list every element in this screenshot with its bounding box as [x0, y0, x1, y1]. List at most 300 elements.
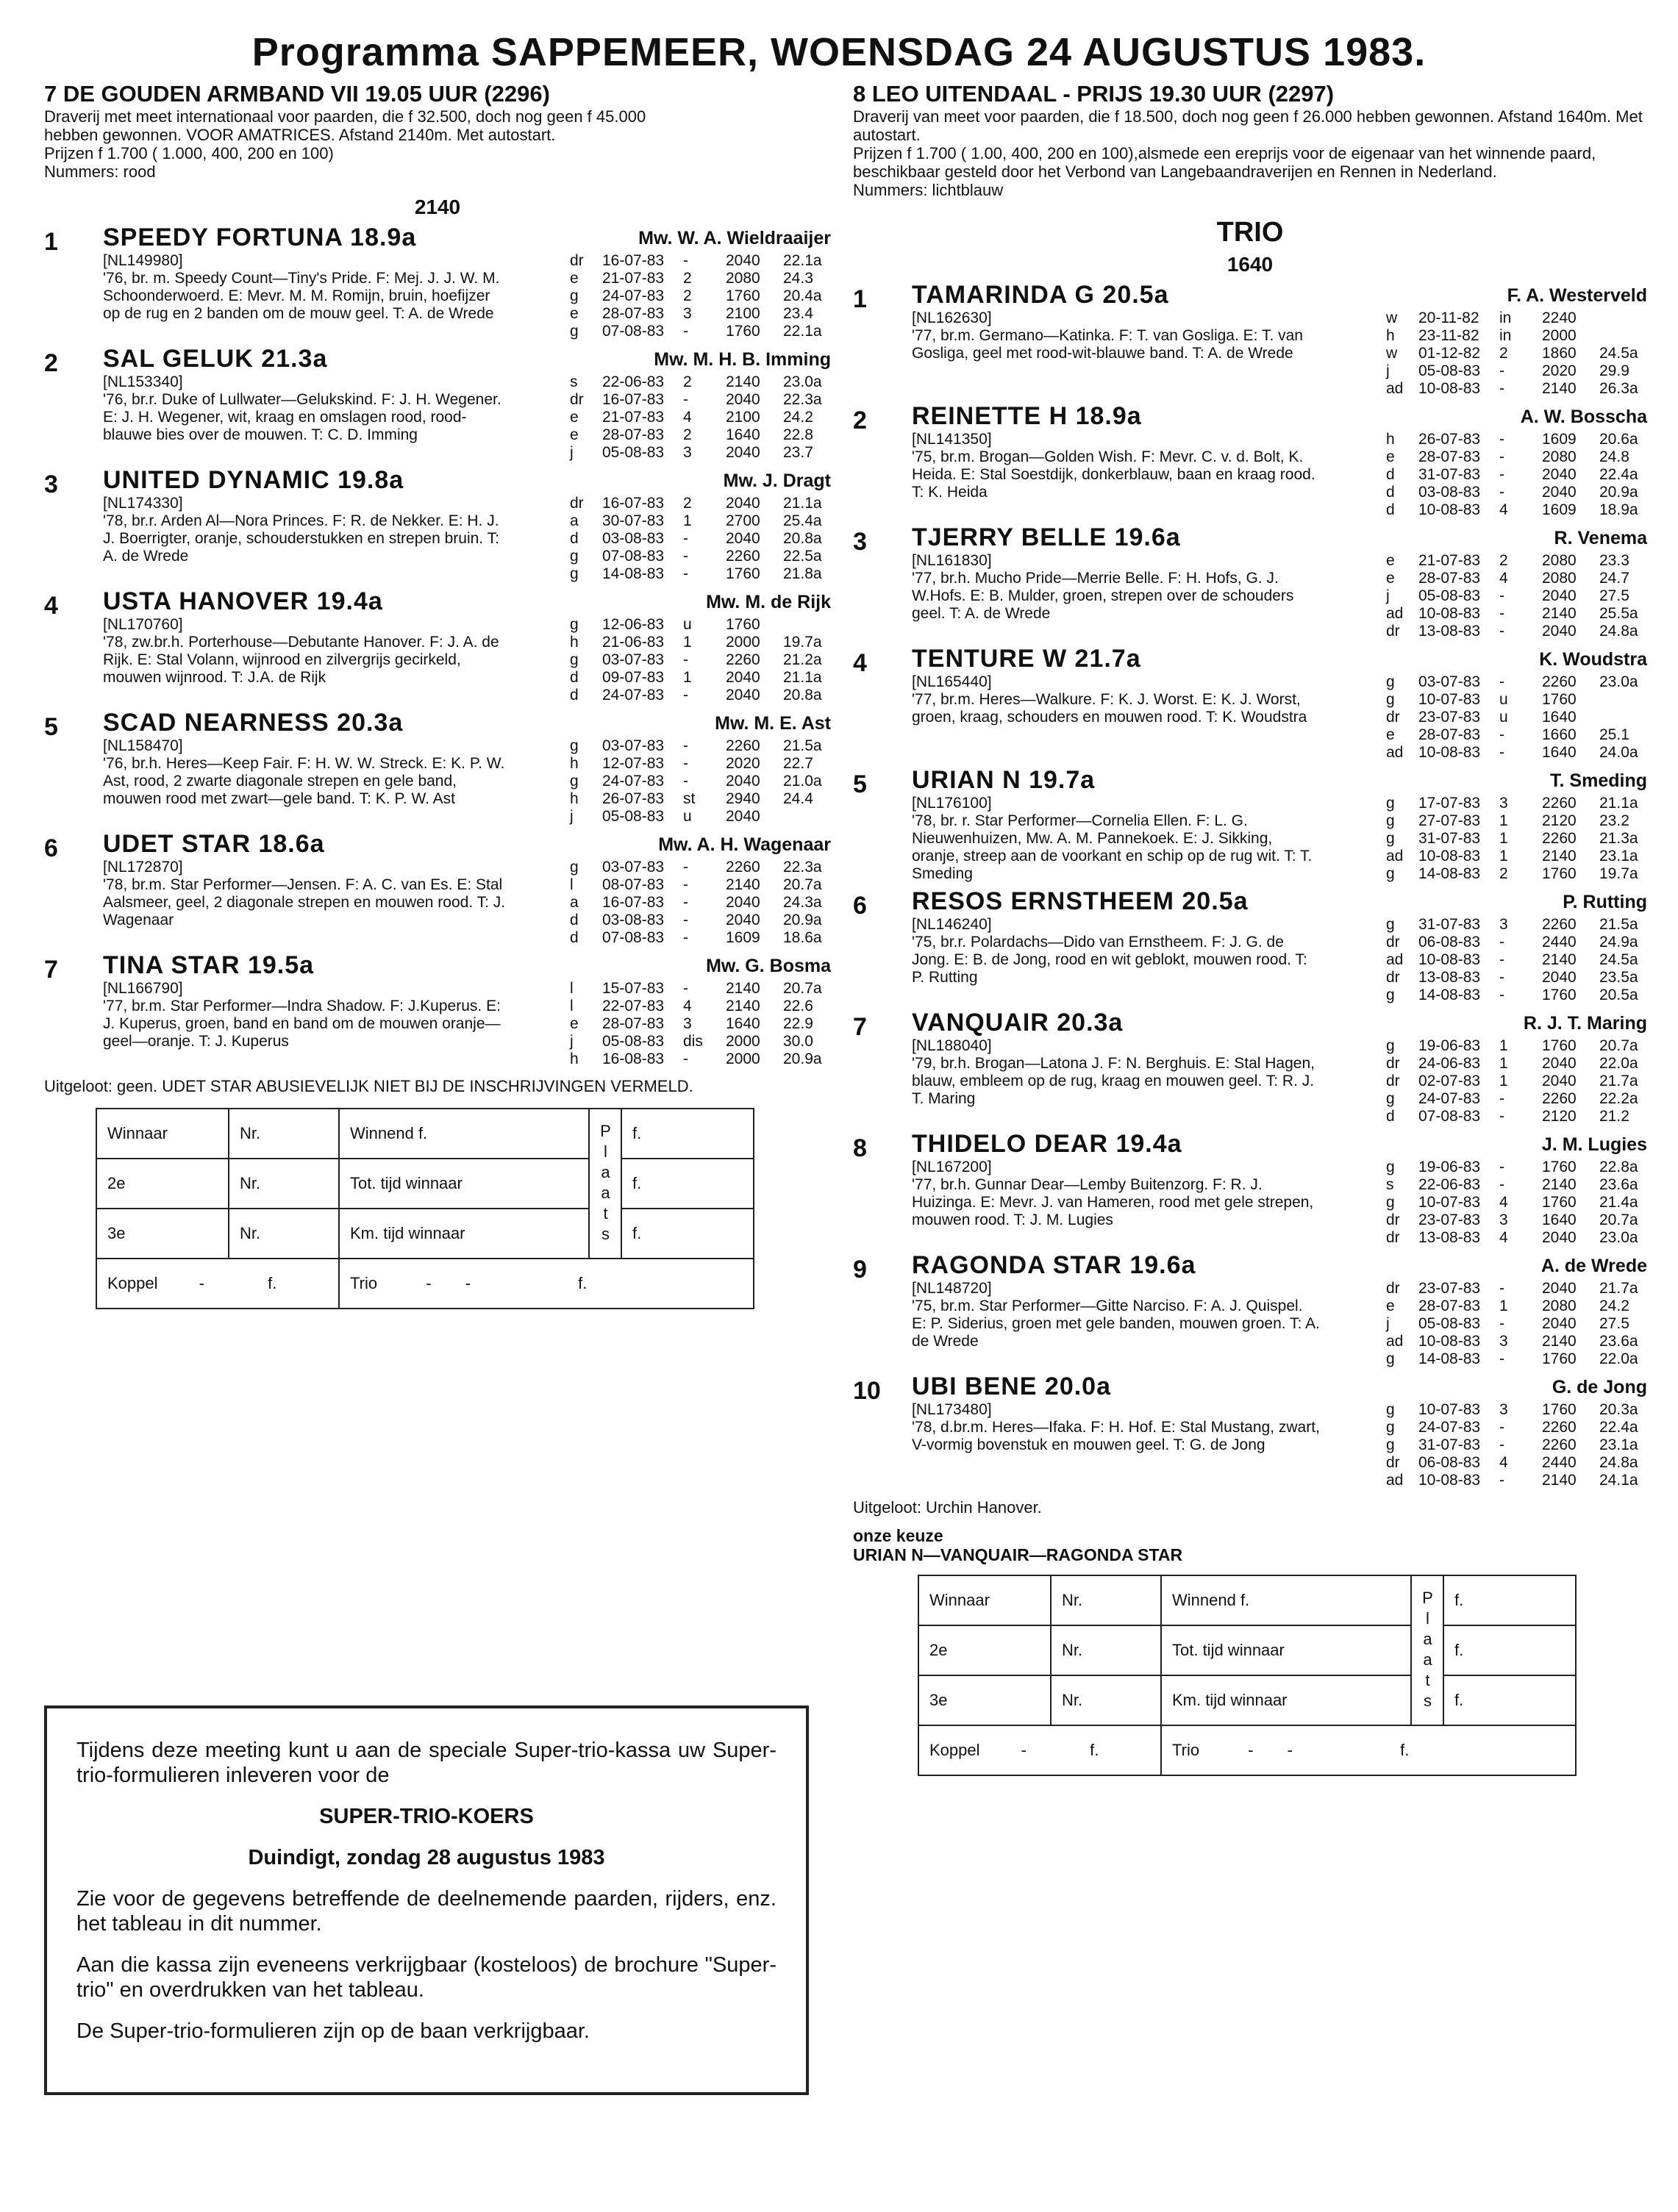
start-row	[570, 669, 831, 687]
horse-entry	[853, 402, 1647, 519]
start-row	[570, 270, 831, 287]
horse-body	[103, 495, 831, 583]
start-track: e	[1386, 570, 1395, 587]
horse-body	[103, 252, 831, 340]
start-row	[1386, 1333, 1647, 1350]
start-time: 23.1a	[1599, 1436, 1638, 1453]
start-time	[1599, 327, 1647, 345]
horse-code: [NL172870]	[103, 859, 183, 876]
horse-info	[912, 552, 1320, 640]
start-row	[1386, 1159, 1647, 1176]
start-track: g	[1386, 865, 1395, 882]
start-distance: 2020	[726, 755, 760, 772]
start-time: 23.2	[1599, 812, 1629, 829]
horse-name: SAL GELUK 21.3a	[103, 345, 328, 373]
recent-starts	[1386, 431, 1647, 519]
start-time: 24.0a	[1599, 744, 1638, 761]
nr-cell[interactable]: Nr.	[229, 1159, 339, 1209]
start-track: dr	[570, 391, 584, 408]
notice-heading: SUPER-TRIO-KOERS	[319, 1805, 534, 1828]
start-row	[1386, 501, 1647, 519]
start-place: -	[1499, 726, 1504, 743]
start-time: 20.3a	[1599, 1401, 1638, 1418]
derde-label: 3e	[96, 1209, 229, 1259]
start-track: dr	[1386, 969, 1400, 986]
start-time: 22.3a	[783, 391, 822, 408]
horse-code: [NL188040]	[912, 1037, 992, 1054]
koppel-cell[interactable]	[918, 1725, 1161, 1775]
start-track: g	[570, 773, 579, 790]
start-distance: 2040	[726, 495, 760, 512]
horse-main	[103, 223, 831, 340]
start-row	[1386, 327, 1647, 345]
start-date: 06-08-83	[1418, 934, 1481, 951]
race-desc-line: Draverij met meet internationaal voor paarden, die f 32.500, doch nog geen f 45.000	[44, 107, 646, 126]
start-place: 3	[1499, 1333, 1508, 1350]
start-row	[570, 512, 831, 530]
keuze-label: onze keuze	[853, 1526, 943, 1545]
start-date: 12-06-83	[602, 616, 665, 633]
start-track: dr	[570, 252, 584, 269]
horse-info	[912, 795, 1320, 883]
km-tijd-cell[interactable]: Km. tijd winnaar	[339, 1209, 589, 1259]
start-date: 05-08-83	[1418, 587, 1481, 604]
nr-cell[interactable]: Nr.	[229, 1209, 339, 1259]
start-place: -	[683, 912, 688, 928]
horse-main	[103, 587, 831, 704]
horse-number: 9	[853, 1256, 867, 1284]
start-place: -	[1499, 951, 1504, 968]
winnend-cell[interactable]: Winnend f.	[339, 1109, 589, 1159]
horse-body	[912, 1401, 1647, 1489]
horse-pedigree: '77, br.h. Gunnar Dear—Lemby Buitenzorg. F: R. J. Huizinga. E: Mevr. J. van Hameren, rood met gele strepen, mouwen rood. T: J. M. Lugies	[912, 1176, 1314, 1228]
start-date: 16-07-83	[602, 495, 665, 512]
winnaar-label: Winnaar	[96, 1109, 229, 1159]
start-date: 22-06-83	[1418, 1176, 1481, 1193]
start-place: u	[683, 808, 692, 825]
horse-number: 4	[44, 592, 58, 620]
start-row	[1386, 466, 1647, 484]
start-date: 08-07-83	[602, 876, 665, 893]
horse-driver: A. W. Bosscha	[1520, 407, 1647, 427]
nr-cell[interactable]: Nr.	[1051, 1625, 1161, 1675]
start-place: -	[683, 252, 688, 269]
horse-entry	[44, 951, 831, 1068]
tot-tijd-cell[interactable]: Tot. tijd winnaar	[1161, 1625, 1411, 1675]
plaats-f-cell[interactable]: f.	[621, 1209, 754, 1259]
start-time: 25.4a	[783, 512, 822, 529]
trio-cell[interactable]	[1161, 1725, 1576, 1775]
start-time: 24.9a	[1599, 934, 1638, 951]
start-distance: 1760	[1542, 1194, 1577, 1211]
start-date: 10-08-83	[1418, 1333, 1481, 1350]
koppel-cell[interactable]	[96, 1259, 339, 1309]
start-place: 4	[1499, 1229, 1508, 1246]
start-place: -	[683, 876, 688, 893]
start-time: 23.4	[783, 305, 813, 322]
horse-info	[912, 916, 1320, 1004]
nr-cell[interactable]: Nr.	[1051, 1675, 1161, 1725]
plaats-label: Plaats	[589, 1109, 621, 1259]
start-row	[570, 1015, 831, 1033]
derde-label: 3e	[918, 1675, 1051, 1725]
start-row	[1386, 969, 1647, 987]
plaats-f-cell[interactable]: f.	[621, 1109, 754, 1159]
start-track: d	[1386, 466, 1395, 483]
start-date: 10-08-83	[1418, 951, 1481, 968]
start-date: 10-07-83	[1418, 691, 1481, 708]
horse-name: REINETTE H 18.9a	[912, 402, 1142, 430]
start-distance: 2940	[726, 790, 760, 807]
start-date: 17-07-83	[1418, 795, 1481, 812]
horse-info	[103, 737, 511, 826]
start-track: g	[570, 859, 579, 876]
horse-body	[912, 795, 1647, 883]
horse-main	[912, 1009, 1647, 1125]
start-place: 1	[1499, 1037, 1508, 1054]
tweede-label: 2e	[96, 1159, 229, 1209]
race-7-column	[44, 81, 831, 1309]
start-place: -	[1499, 673, 1504, 690]
start-distance: 1640	[726, 426, 760, 443]
start-track: e	[1386, 1298, 1395, 1314]
tot-tijd-cell[interactable]: Tot. tijd winnaar	[339, 1159, 589, 1209]
horse-code: [NL165440]	[912, 673, 992, 690]
horse-pedigree: '76, br.h. Heres—Keep Fair. F: H. W. W. Streck. E: K. P. W. Ast, rood, 2 zwarte diagonale strepen en gele band, mouwen rood met zwart—gele band. T: K. P. W. Ast	[103, 755, 505, 807]
start-distance: 2260	[1542, 1090, 1577, 1107]
horse-main	[103, 830, 831, 947]
start-distance: 2260	[1542, 916, 1577, 933]
start-row	[1386, 605, 1647, 623]
horse-info	[103, 252, 511, 340]
result-form	[96, 1108, 831, 1309]
horse-code: [NL166790]	[103, 980, 183, 997]
start-track: e	[570, 409, 579, 426]
recent-starts	[570, 616, 831, 704]
start-date: 26-07-83	[602, 790, 665, 807]
horse-body	[912, 552, 1647, 640]
page-title: Programma SAPPEMEER, WOENSDAG 24 AUGUSTUS 1983.	[251, 30, 1427, 74]
start-track: dr	[570, 495, 584, 512]
start-distance: 1760	[1542, 987, 1577, 1003]
start-place: 2	[683, 373, 692, 390]
start-place: 4	[683, 998, 692, 1014]
start-distance: 1660	[1542, 726, 1577, 743]
start-track: e	[1386, 552, 1395, 569]
race-desc-line: Nummers: lichtblauw	[853, 181, 1004, 199]
start-row	[1386, 1108, 1647, 1125]
start-date: 01-12-82	[1418, 345, 1481, 362]
plaats-f-cell[interactable]: f.	[1443, 1625, 1576, 1675]
start-date: 24-07-83	[602, 287, 665, 304]
start-distance: 2140	[1542, 605, 1577, 622]
start-place: u	[683, 616, 692, 633]
horse-body	[103, 980, 831, 1068]
start-place: -	[1499, 1159, 1504, 1175]
start-distance: 2040	[726, 252, 760, 269]
horse-pedigree: '77, br.m. Star Performer—Indra Shadow. F: J.Kuperus. E: J. Kuperus, groen, band en band om de mouwen oranje—geel—oranje. T: J. Kuperus	[103, 998, 501, 1050]
start-place: 3	[1499, 1211, 1508, 1228]
start-row	[570, 737, 831, 755]
start-row	[1386, 848, 1647, 865]
start-distance: 1760	[1542, 1159, 1577, 1175]
horse-entry	[44, 345, 831, 462]
start-distance: 2260	[1542, 1419, 1577, 1436]
horse-code: [NL158470]	[103, 737, 183, 754]
start-row	[1386, 1073, 1647, 1090]
super-trio-notice	[44, 1705, 809, 2095]
start-date: 10-08-83	[1418, 380, 1481, 397]
horse-name: RAGONDA STAR 19.6a	[912, 1251, 1196, 1279]
start-track: g	[1386, 1194, 1395, 1211]
start-row	[1386, 345, 1647, 362]
start-track: d	[570, 929, 579, 946]
start-track: g	[1386, 1401, 1395, 1418]
start-time: 23.3	[1599, 552, 1629, 569]
horse-number: 5	[853, 770, 867, 798]
uitgeloot-note: Uitgeloot: geen. UDET STAR ABUSIEVELIJK NIET BIJ DE INSCHRIJVINGEN VERMELD.	[44, 1077, 693, 1095]
start-time: 24.3a	[783, 894, 822, 911]
start-date: 21-07-83	[602, 270, 665, 287]
start-row	[1386, 552, 1647, 570]
horse-name: SCAD NEARNESS 20.3a	[103, 709, 404, 737]
horse-entry	[44, 223, 831, 340]
start-distance: 2440	[1542, 934, 1577, 951]
horse-number: 3	[44, 470, 58, 498]
horse-code: [NL146240]	[912, 916, 992, 933]
start-place: 2	[1499, 345, 1508, 362]
start-time: 26.3a	[1599, 380, 1638, 397]
plaats-f-cell[interactable]: f.	[621, 1159, 754, 1209]
horse-code: [NL148720]	[912, 1280, 992, 1297]
tweede-label: 2e	[918, 1625, 1051, 1675]
start-date: 03-08-83	[1418, 484, 1481, 501]
start-place: 3	[1499, 916, 1508, 933]
horse-pedigree: '77, br.m. Heres—Walkure. F: K. J. Worst. E: K. J. Worst, groen, kraag, schouders en mouwen rood. T: K. Woudstra	[912, 691, 1307, 726]
horse-name: UNITED DYNAMIC 19.8a	[103, 466, 404, 494]
start-time: 22.1a	[783, 323, 822, 340]
start-track: g	[1386, 812, 1395, 829]
start-date: 28-07-83	[602, 1015, 665, 1032]
start-place: -	[683, 929, 688, 946]
start-distance: 2020	[1542, 362, 1577, 379]
start-time: 23.0a	[1599, 1229, 1638, 1246]
start-date: 09-07-83	[602, 669, 665, 686]
start-date: 16-07-83	[602, 894, 665, 911]
start-date: 23-11-82	[1418, 327, 1479, 344]
horse-list	[44, 223, 831, 1068]
start-place: -	[1499, 362, 1504, 379]
start-time: 22.0a	[1599, 1350, 1638, 1367]
notice-text: Aan die kassa zijn eveneens verkrijgbaar (kosteloos) de brochure "Super-trio" en overdrukken van het tableau.	[76, 1953, 776, 2002]
start-place: -	[683, 980, 688, 997]
dash: -	[1248, 1741, 1254, 1759]
trio-field-label: Trio	[1172, 1741, 1200, 1759]
notice-text: Tijdens deze meeting kunt u aan de speciale Super-trio-kassa uw Super-trio-formulieren inleveren voor de	[76, 1739, 776, 1787]
start-place: 3	[683, 444, 692, 461]
horse-name: USTA HANOVER 19.4a	[103, 587, 383, 615]
start-date: 12-07-83	[602, 755, 665, 772]
plaats-f-cell[interactable]: f.	[1443, 1575, 1576, 1625]
horse-code: [NL170760]	[103, 616, 183, 633]
start-track: dr	[1386, 934, 1400, 951]
start-time: 23.0a	[783, 373, 822, 390]
horse-body	[912, 1280, 1647, 1368]
start-row	[1386, 623, 1647, 640]
horse-pedigree: '77, br.h. Mucho Pride—Merrie Belle. F: H. Hofs, G. J. W.Hofs. E: B. Mulder, groen, strepen over de schouders geel. T: A. de Wrede	[912, 570, 1294, 622]
horse-main	[912, 402, 1647, 519]
start-time: 24.1a	[1599, 1472, 1638, 1489]
plaats-f-cell[interactable]: f.	[1443, 1675, 1576, 1725]
recent-starts	[1386, 309, 1647, 398]
start-track: g	[1386, 1350, 1395, 1367]
horse-main	[912, 281, 1647, 398]
horse-main	[103, 345, 831, 462]
f-label: f.	[578, 1274, 588, 1292]
start-place: -	[1499, 1090, 1504, 1107]
start-row	[1386, 587, 1647, 605]
start-place: -	[1499, 987, 1504, 1003]
start-date: 07-08-83	[602, 929, 665, 946]
horse-code: [NL167200]	[912, 1159, 992, 1175]
nr-cell[interactable]: Nr.	[229, 1109, 339, 1159]
start-time: 19.7a	[1599, 865, 1638, 882]
start-distance: 2120	[1542, 812, 1577, 829]
horse-info	[912, 1280, 1320, 1368]
horse-code: [NL176100]	[912, 795, 992, 812]
start-date: 07-08-83	[1418, 1108, 1481, 1125]
horse-body	[103, 616, 831, 704]
horse-info	[103, 373, 511, 462]
start-date: 05-08-83	[602, 808, 665, 825]
trio-cell[interactable]	[339, 1259, 754, 1309]
start-distance: 2000	[1542, 327, 1577, 344]
horse-entry	[44, 709, 831, 826]
start-track: g	[1386, 1419, 1395, 1436]
start-track: g	[570, 323, 579, 340]
start-date: 03-08-83	[602, 912, 665, 928]
start-date: 07-08-83	[602, 323, 665, 340]
start-distance: 2040	[1542, 1055, 1577, 1072]
horse-driver: Mw. J. Dragt	[723, 470, 831, 491]
horse-body	[103, 373, 831, 462]
start-place: -	[1499, 1350, 1504, 1367]
start-track: h	[570, 1050, 579, 1067]
start-date: 28-07-83	[1418, 1298, 1481, 1314]
start-date: 10-08-83	[1418, 1472, 1481, 1489]
horse-pedigree: '79, br.h. Brogan—Latona J. F: N. Berghuis. E: Stal Hagen, blauw, embleem op de rug, kraag en mouwen geel. T: R. J. T. Maring	[912, 1055, 1315, 1107]
start-date: 31-07-83	[1418, 830, 1481, 847]
result-table	[96, 1108, 754, 1309]
start-place: -	[683, 391, 688, 408]
horse-code: [NL162630]	[912, 309, 992, 326]
start-time	[1599, 691, 1647, 709]
start-time: 25.5a	[1599, 605, 1638, 622]
start-time: 23.6a	[1599, 1176, 1638, 1193]
start-time: 21.8a	[783, 565, 822, 582]
horse-pedigree: '78, br.r. Arden Al—Nora Princes. F: R. de Nekker. E: H. J. J. Boerrigter, oranje, schouderstukken en strepen bruin. T: A. de Wrede	[103, 512, 499, 565]
start-track: dr	[1386, 1211, 1400, 1228]
recent-starts	[570, 980, 831, 1068]
start-row	[1386, 1454, 1647, 1472]
start-place: -	[1499, 587, 1504, 604]
trio-label: TRIO	[1216, 217, 1284, 248]
start-track: dr	[1386, 1073, 1400, 1089]
start-date: 28-07-83	[1418, 726, 1481, 743]
dash: -	[465, 1274, 471, 1292]
horse-body	[912, 1037, 1647, 1125]
start-distance: 2080	[726, 270, 760, 287]
start-distance: 2140	[726, 980, 760, 997]
start-row	[570, 252, 831, 270]
start-date: 14-08-83	[1418, 865, 1481, 882]
start-date: 10-08-83	[1418, 744, 1481, 761]
start-date: 24-07-83	[1418, 1090, 1481, 1107]
start-track: g	[570, 548, 579, 565]
start-track: l	[570, 998, 574, 1014]
start-date: 27-07-83	[1418, 812, 1481, 829]
start-row	[1386, 934, 1647, 951]
km-tijd-cell[interactable]: Km. tijd winnaar	[1161, 1675, 1411, 1725]
nr-cell[interactable]: Nr.	[1051, 1575, 1161, 1625]
start-track: h	[570, 755, 579, 772]
start-distance: 1609	[726, 929, 760, 946]
horse-info	[103, 859, 511, 947]
start-track: ad	[1386, 744, 1404, 761]
start-distance: 1860	[1542, 345, 1577, 362]
start-date: 06-08-83	[1418, 1454, 1481, 1471]
horse-number: 8	[853, 1134, 867, 1162]
start-time: 20.9a	[1599, 484, 1638, 501]
start-place: 1	[683, 669, 692, 686]
trio-field-label: Trio	[350, 1274, 378, 1292]
start-date: 26-07-83	[1418, 431, 1481, 448]
start-distance: 2000	[726, 1050, 760, 1067]
start-time: 21.3a	[1599, 830, 1638, 847]
start-place: -	[683, 530, 688, 547]
start-row	[1386, 830, 1647, 848]
f-label: f.	[1090, 1741, 1099, 1759]
start-row	[570, 876, 831, 894]
start-track: dr	[1386, 1454, 1400, 1471]
start-track: g	[1386, 691, 1395, 708]
start-track: e	[1386, 448, 1395, 465]
start-row	[1386, 1401, 1647, 1419]
start-distance: 2040	[1542, 1280, 1577, 1297]
start-date: 03-07-83	[1418, 673, 1481, 690]
start-row	[570, 616, 831, 634]
start-distance: 2140	[1542, 380, 1577, 397]
start-distance: 2260	[1542, 830, 1577, 847]
plaats-label: Plaats	[1411, 1575, 1443, 1725]
horse-pedigree: '78, d.br.m. Heres—Ifaka. F: H. Hof. E: Stal Mustang, zwart, V-vormig bovenstuk en mouwen geel. T: G. de Jong	[912, 1419, 1320, 1453]
start-date: 05-08-83	[602, 1033, 665, 1050]
start-place: -	[683, 859, 688, 876]
start-time: 23.7	[783, 444, 813, 461]
start-track: ad	[1386, 605, 1404, 622]
start-row	[570, 530, 831, 548]
winnend-cell[interactable]: Winnend f.	[1161, 1575, 1411, 1625]
start-place: -	[683, 565, 688, 582]
start-time: 24.7	[1599, 570, 1629, 587]
start-distance: 2260	[1542, 1436, 1577, 1453]
start-row	[570, 565, 831, 583]
horse-number: 7	[44, 956, 58, 984]
start-row	[1386, 431, 1647, 448]
start-date: 21-07-83	[1418, 552, 1481, 569]
start-track: h	[1386, 431, 1395, 448]
start-place: 1	[683, 512, 692, 529]
